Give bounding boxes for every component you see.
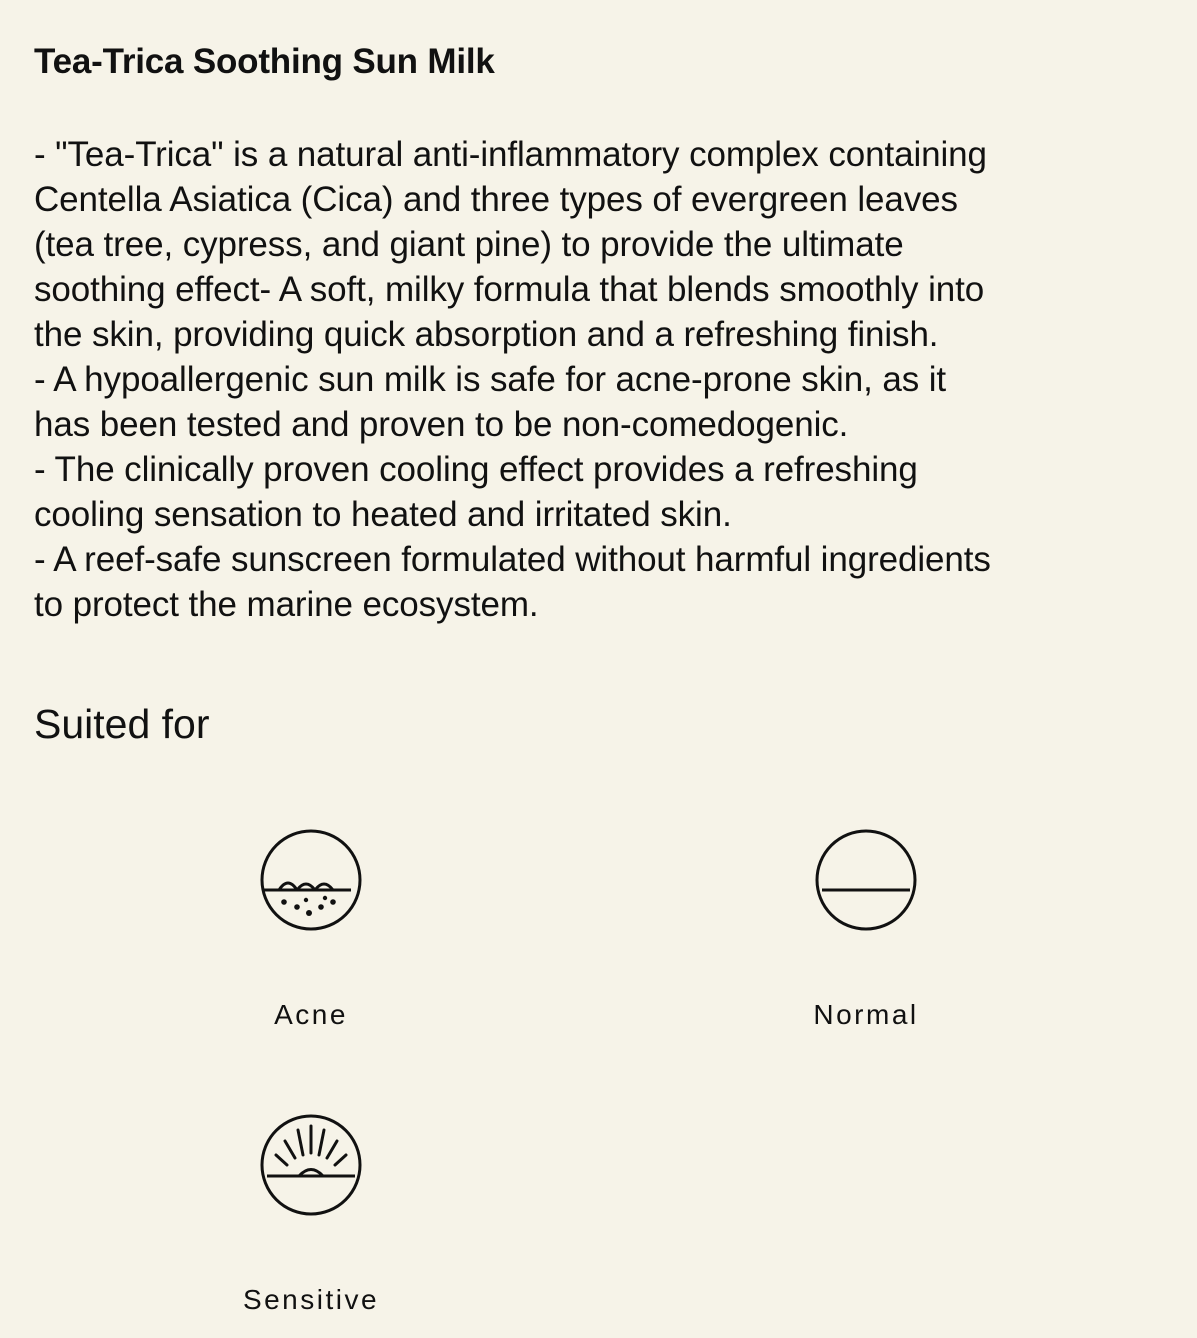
description-line: - A reef-safe sunscreen formulated without harmful ingredients xyxy=(34,540,991,579)
skin-type-acne xyxy=(161,828,461,1032)
description-line: to protect the marine ecosystem. xyxy=(34,585,539,624)
description-line: - A hypoallergenic sun milk is safe for acne-prone skin, as it xyxy=(34,360,947,399)
description-line: - "Tea-Trica" is a natural anti-inflammatory complex containing xyxy=(34,135,987,174)
sensitive-skin-icon xyxy=(259,1113,363,1217)
acne-skin-icon xyxy=(259,828,363,932)
description-line: the skin, providing quick absorption and a refreshing finish. xyxy=(34,315,939,354)
description-line: has been tested and proven to be non-comedogenic. xyxy=(34,405,849,444)
skin-type-label: Acne xyxy=(274,999,348,1030)
suited-for-heading: Suited for xyxy=(34,701,210,747)
description-line: Centella Asiatica (Cica) and three types of evergreen leaves xyxy=(34,180,958,219)
skin-type-normal xyxy=(716,828,1016,1032)
description-line: (tea tree, cypress, and giant pine) to provide the ultimate xyxy=(34,225,904,264)
product-description xyxy=(34,132,1164,627)
skin-type-label: Sensitive xyxy=(242,1284,380,1315)
product-title: Tea-Trica Soothing Sun Milk xyxy=(34,42,495,81)
description-line: cooling sensation to heated and irritated skin. xyxy=(34,495,732,534)
description-line: soothing effect- A soft, milky formula that blends smoothly into xyxy=(34,270,985,309)
skin-type-sensitive xyxy=(161,1113,461,1317)
description-line: - The clinically proven cooling effect provides a refreshing xyxy=(34,450,918,489)
skin-type-label: Normal xyxy=(813,999,919,1030)
normal-skin-icon xyxy=(814,828,918,932)
